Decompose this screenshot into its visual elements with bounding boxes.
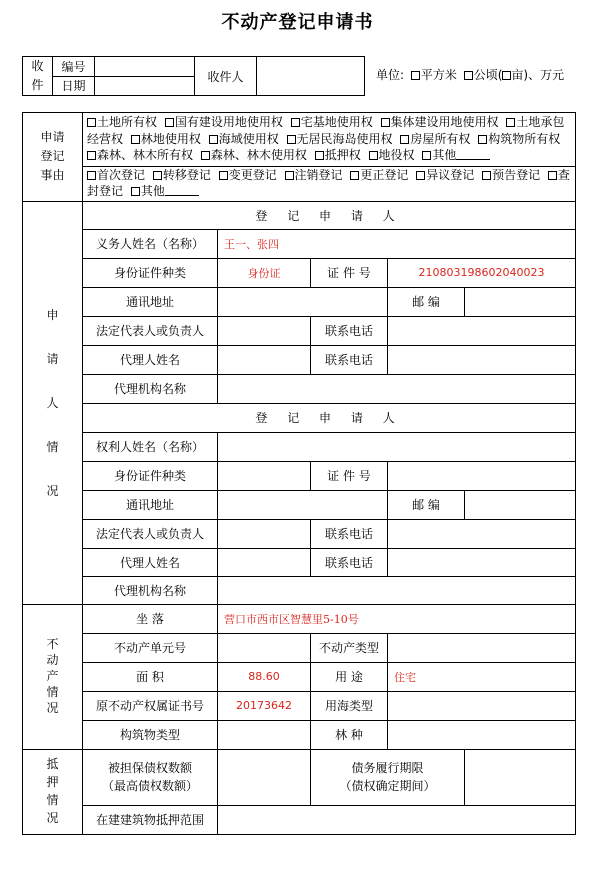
checkbox-icon[interactable] <box>87 171 96 180</box>
postcode-label: 邮 编 <box>388 287 465 316</box>
receiver-field[interactable] <box>257 57 365 96</box>
property-type-label: 不动产类型 <box>311 633 388 662</box>
receipt-table <box>22 56 365 96</box>
agent-field[interactable] <box>218 548 311 576</box>
unit-option-hectare: 公顷( <box>473 68 503 82</box>
type-option: 首次登记 <box>97 167 146 182</box>
checkbox-icon[interactable] <box>209 135 218 144</box>
agency-label: 代理机构名称 <box>83 374 218 403</box>
sea-usage-label: 用海类型 <box>311 691 388 720</box>
checkbox-icon[interactable] <box>201 151 210 160</box>
id-no-label: 证 件 号 <box>311 258 388 287</box>
receipt-number-label: 编号 <box>53 57 95 77</box>
right-option: 林地使用权 <box>140 131 201 146</box>
usage-label: 用 途 <box>311 662 388 691</box>
construction-scope-field[interactable] <box>218 805 576 834</box>
id-type-label: 身份证件种类 <box>83 461 218 490</box>
checkbox-icon[interactable] <box>153 171 162 180</box>
address-label: 通讯地址 <box>83 287 218 316</box>
checkbox-icon[interactable] <box>287 135 296 144</box>
id-type-value[interactable]: 身份证 <box>218 258 311 287</box>
debt-period-title: 债务履行期限 <box>351 761 424 775</box>
mortgage-section-label: 抵押情况 <box>23 749 83 834</box>
right-option: 其他 <box>432 148 457 162</box>
applicant-header-2: 登 记 申 请 人 <box>83 403 576 432</box>
old-cert-value[interactable]: 20173642 <box>218 691 311 720</box>
type-option: 转移登记 <box>162 167 211 182</box>
id-type-label: 身份证件种类 <box>83 258 218 287</box>
secured-amount-subtitle: （最高债权数额） <box>101 779 198 793</box>
agent-phone-label: 联系电话 <box>311 548 388 576</box>
checkbox-icon[interactable] <box>506 118 515 127</box>
secured-amount-label <box>83 749 218 805</box>
checkbox-icon[interactable] <box>350 171 359 180</box>
forest-label: 林 种 <box>311 720 388 749</box>
holder-name-field[interactable] <box>218 432 576 461</box>
applicant-section-label: 申请人情况 <box>23 201 83 604</box>
rights-options <box>83 113 576 202</box>
id-no-field[interactable] <box>388 461 576 490</box>
legal-rep-label: 法定代表人或负责人 <box>83 519 218 548</box>
apply-matter-label: 申请登记事由 <box>23 113 83 202</box>
legal-rep-field[interactable] <box>218 519 311 548</box>
checkbox-icon[interactable] <box>416 171 425 180</box>
agent-label: 代理人姓名 <box>83 548 218 576</box>
old-cert-label: 原不动产权属证书号 <box>83 691 218 720</box>
phone-label: 联系电话 <box>311 519 388 548</box>
legal-rep-field[interactable] <box>218 316 311 345</box>
obligor-name-label: 义务人姓名（名称） <box>83 229 218 258</box>
agent-phone-label: 联系电话 <box>311 345 388 374</box>
checkbox-icon[interactable] <box>131 187 140 196</box>
right-option: 土地所有权 <box>97 115 158 129</box>
agent-field[interactable] <box>218 345 311 374</box>
agency-field[interactable] <box>218 576 576 604</box>
area-value[interactable]: 88.60 <box>218 662 311 691</box>
form-title: 不动产登记申请书 <box>221 12 374 33</box>
unit-no-field[interactable] <box>218 633 311 662</box>
right-option: 土地承包经营权 <box>87 115 565 146</box>
checkbox-icon[interactable] <box>400 135 409 144</box>
secured-amount-title: 被担保债权数额 <box>107 761 192 775</box>
right-option: 地役权 <box>378 148 415 162</box>
holder-name-label: 权利人姓名（名称） <box>83 432 218 461</box>
sea-usage-field[interactable] <box>388 691 576 720</box>
agency-field[interactable] <box>218 374 576 403</box>
checkbox-icon[interactable] <box>291 118 300 127</box>
receipt-date-field[interactable] <box>95 76 195 96</box>
right-option: 房屋所有权 <box>410 131 471 146</box>
right-option: 宅基地使用权 <box>300 115 373 129</box>
checkbox-icon[interactable] <box>315 151 324 160</box>
type-option: 预告登记 <box>492 167 541 182</box>
location-value[interactable]: 营口市西市区智慧里5-10号 <box>218 604 576 633</box>
right-option: 无居民海岛使用权 <box>296 131 393 146</box>
agent-label: 代理人姓名 <box>83 345 218 374</box>
structure-type-label: 构筑物类型 <box>83 720 218 749</box>
agent-phone-field[interactable] <box>388 548 576 576</box>
agent-phone-field[interactable] <box>388 345 576 374</box>
receipt-number-field[interactable] <box>95 57 195 77</box>
forest-field[interactable] <box>388 720 576 749</box>
type-option: 查封登记 <box>87 167 570 198</box>
id-no-label: 证 件 号 <box>311 461 388 490</box>
unit-no-label: 不动产单元号 <box>83 633 218 662</box>
unit-line <box>376 66 564 83</box>
checkbox-icon[interactable] <box>422 151 431 160</box>
type-options <box>83 166 575 200</box>
other-blank[interactable] <box>456 149 490 160</box>
type-option: 变更登记 <box>228 167 277 182</box>
checkbox-icon[interactable] <box>87 118 96 127</box>
other-blank[interactable] <box>165 185 199 196</box>
right-option: 国有建设用地使用权 <box>174 115 283 129</box>
right-option: 海域使用权 <box>218 131 279 146</box>
legal-rep-label: 法定代表人或负责人 <box>83 316 218 345</box>
type-option: 异议登记 <box>426 167 475 182</box>
secured-amount-field[interactable] <box>218 749 311 805</box>
debt-period-label <box>311 749 465 805</box>
address-field[interactable] <box>218 490 388 519</box>
agency-label: 代理机构名称 <box>83 576 218 604</box>
right-option: 森林、林木所有权 <box>97 148 194 162</box>
checkbox-icon[interactable] <box>369 151 378 160</box>
location-label: 坐 落 <box>83 604 218 633</box>
receipt-date-label: 日期 <box>53 76 95 96</box>
checkbox-icon[interactable] <box>219 171 228 180</box>
checkbox-icon[interactable] <box>87 151 96 160</box>
right-option: 抵押权 <box>324 148 361 162</box>
structure-type-field[interactable] <box>218 720 311 749</box>
id-no-value[interactable]: 210803198602040023 <box>388 258 576 287</box>
id-type-field[interactable] <box>218 461 311 490</box>
postcode-field[interactable] <box>465 490 576 519</box>
checkbox-icon[interactable] <box>548 171 557 180</box>
checkbox-icon[interactable] <box>478 135 487 144</box>
property-type-field[interactable] <box>388 633 576 662</box>
postcode-label: 邮 编 <box>388 490 465 519</box>
right-option: 集体建设用地使用权 <box>390 115 499 129</box>
obligor-name-value[interactable]: 王一、张四 <box>218 229 576 258</box>
unit-option-mu: 亩)、万元 <box>511 68 565 82</box>
checkbox-icon[interactable] <box>131 135 140 144</box>
checkbox-icon[interactable] <box>165 118 174 127</box>
usage-value[interactable]: 住宅 <box>388 662 576 691</box>
type-option: 其他 <box>140 184 165 198</box>
property-section-label: 不动产情况 <box>23 604 83 749</box>
debt-period-subtitle: （债权确定期间） <box>339 779 436 793</box>
postcode-field[interactable] <box>465 287 576 316</box>
unit-label: 单位: <box>376 68 405 82</box>
type-option: 更正登记 <box>360 167 409 182</box>
receipt-header: 收件 <box>23 57 53 96</box>
main-form-table <box>22 112 576 835</box>
right-option: 构筑物所有权 <box>488 131 561 146</box>
construction-scope-label: 在建建筑物抵押范围 <box>83 805 218 834</box>
checkbox-icon[interactable] <box>285 171 294 180</box>
phone-label: 联系电话 <box>311 316 388 345</box>
phone-field[interactable] <box>388 316 576 345</box>
type-option: 注销登记 <box>294 167 343 182</box>
checkbox-icon[interactable] <box>381 118 390 127</box>
checkbox-icon[interactable] <box>464 71 473 80</box>
address-label: 通讯地址 <box>83 490 218 519</box>
checkbox-icon[interactable] <box>482 171 491 180</box>
debt-period-field[interactable] <box>465 749 576 805</box>
address-field[interactable] <box>218 287 388 316</box>
area-label: 面 积 <box>83 662 218 691</box>
receiver-label: 收件人 <box>195 57 257 96</box>
checkbox-icon[interactable] <box>411 71 420 80</box>
applicant-header-1: 登 记 申 请 人 <box>83 201 576 229</box>
right-option: 森林、林木使用权 <box>210 148 307 162</box>
unit-option-sqm: 平方米 <box>420 68 457 82</box>
phone-field[interactable] <box>388 519 576 548</box>
